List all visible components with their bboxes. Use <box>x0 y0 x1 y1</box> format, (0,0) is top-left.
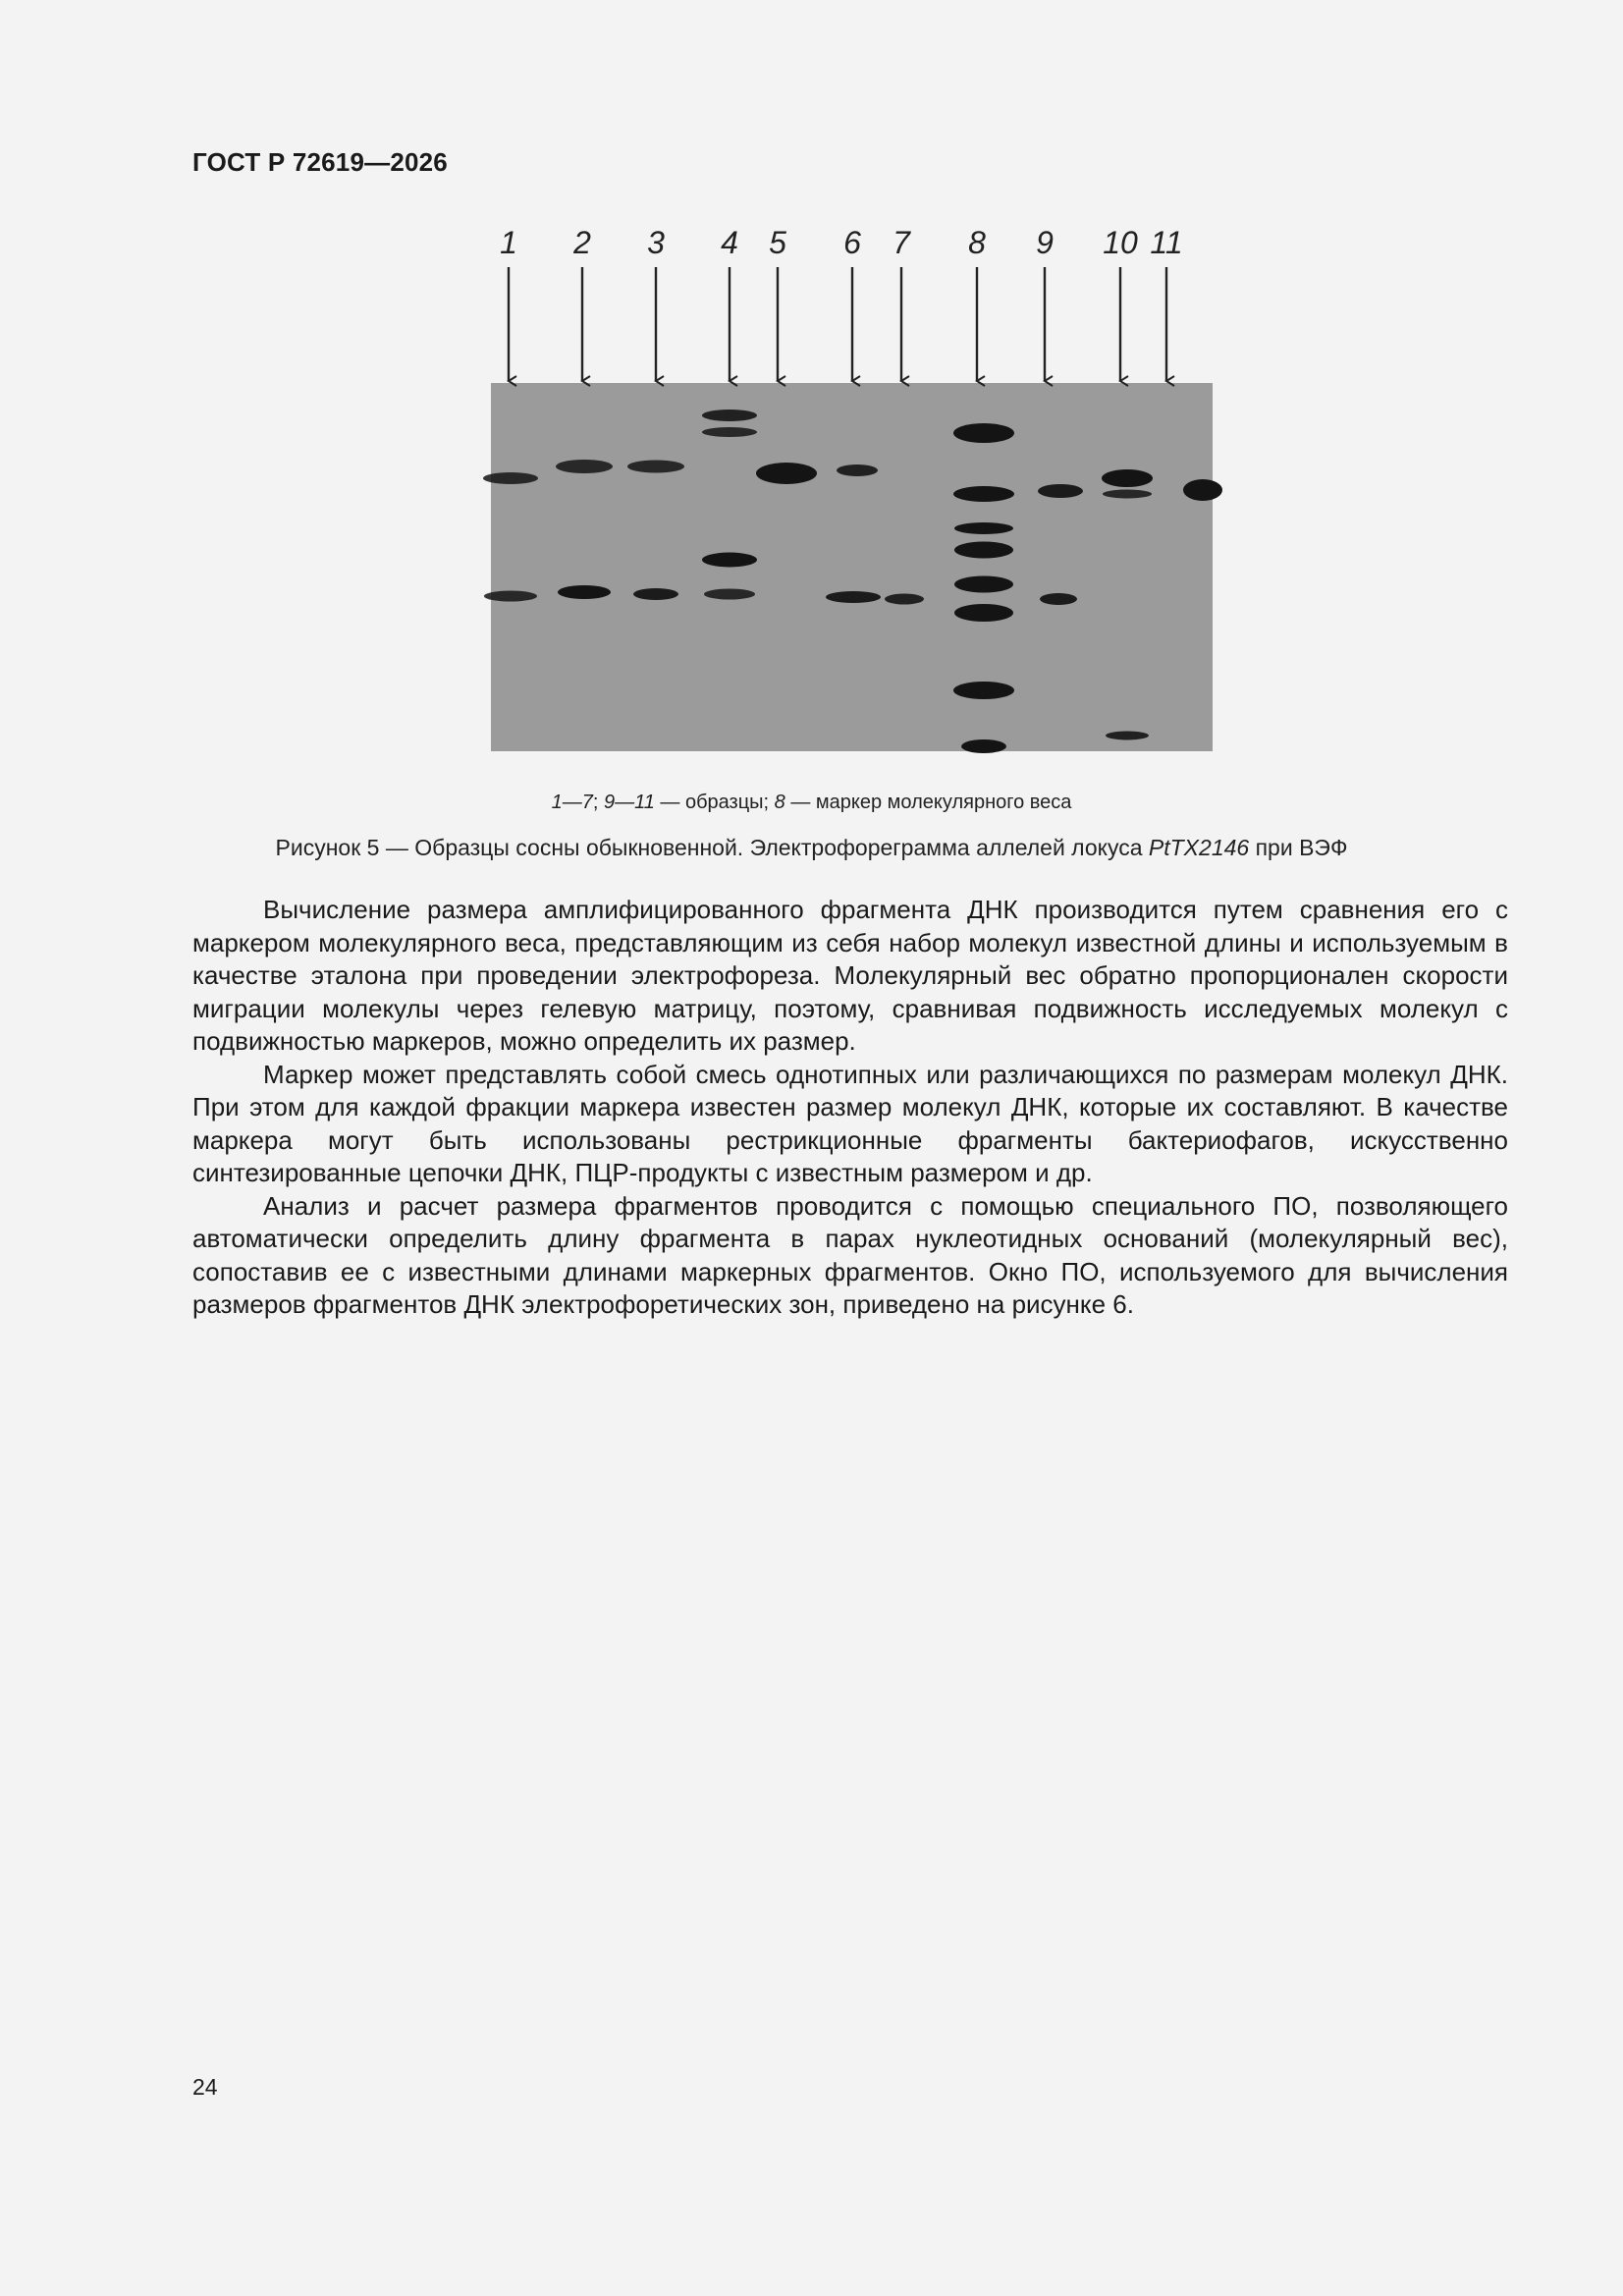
gel-band <box>702 410 757 421</box>
gel-band <box>954 576 1013 593</box>
gel-band <box>704 589 755 600</box>
gel-band <box>1183 479 1222 501</box>
gel-band <box>837 465 878 476</box>
lane-label-8: 8 <box>968 225 986 260</box>
gel-band <box>633 588 678 600</box>
gel-band <box>826 591 881 603</box>
gel-band <box>1103 490 1152 499</box>
document-header: ГОСТ Р 72619—2026 <box>192 147 448 177</box>
paragraph-1: Вычисление размера амплифицированного фрагмента ДНК производится путем сравнения его с маркером молекулярного веса, представляющим из себя набор молекул известной длины и используемым в качестве эталона при проведении электрофореза. Молекулярный вес обратно пропорционален скорости миграции молекулы через гелевую матрицу, поэтому, сравнивая подвижность исследуемых молекул с подвижностью маркеров, можно определить их размер. <box>192 895 1508 1056</box>
gel-band <box>556 460 613 473</box>
caption-prefix: Рисунок 5 — Образцы сосны обыкновенной. Электрофореграмма аллелей локуса <box>275 835 1149 860</box>
lane-label-4: 4 <box>721 225 738 260</box>
legend-marker-text: — маркер молекулярного веса <box>784 792 1072 813</box>
legend-samples-range-a: 1—7 <box>551 792 593 813</box>
gel-band <box>558 585 611 599</box>
paragraph-2: Маркер может представлять собой смесь однотипных или различающихся по размерам молекул ДНК. При этом для каждой фракции маркера известен размер молекул ДНК, которые их составляют. В качестве маркера могут быть использованы рестрикционные фрагменты бактериофагов, искусственно синтезированные цепочки ДНК, ПЦР-продукты с известным размером и др. <box>192 1059 1508 1187</box>
gel-band <box>953 682 1014 699</box>
gel-band <box>953 486 1014 502</box>
gel-band <box>702 427 757 437</box>
lane-label-6: 6 <box>843 225 861 260</box>
gel-band <box>484 591 537 602</box>
gel-band <box>483 472 538 484</box>
lane-label-9: 9 <box>1036 225 1054 260</box>
gel-band <box>1038 484 1083 498</box>
gel-band <box>885 594 924 605</box>
lane-label-10: 10 <box>1103 225 1138 260</box>
lane-labels <box>500 225 1183 260</box>
gel-band <box>1102 469 1153 487</box>
gel-band <box>961 739 1006 753</box>
gel-band <box>954 522 1013 534</box>
gel-band <box>1040 593 1077 605</box>
gel-image <box>481 221 1227 761</box>
gel-band <box>1106 732 1149 740</box>
gel-band <box>756 463 817 484</box>
figure-legend <box>0 792 1623 814</box>
electrophoregram-figure <box>481 221 1227 761</box>
caption-suffix: при ВЭФ <box>1249 835 1348 860</box>
lane-label-1: 1 <box>500 225 517 260</box>
paragraph-3: Анализ и расчет размера фрагментов проводится с помощью специального ПО, позволяющего автоматически определить длину фрагмента в парах нуклеотидных оснований (молекулярный вес), сопоставив ее с известными длинами маркерных фрагментов. Окно ПО, используемого для вычисления размеров фрагментов ДНК электрофоретических зон, приведено на рисунке 6. <box>192 1190 1508 1319</box>
lane-label-3: 3 <box>647 225 665 260</box>
gel-band <box>627 461 684 473</box>
gel-background <box>491 383 1213 751</box>
legend-samples-range-b: 9—11 <box>603 792 655 813</box>
gel-band <box>954 542 1013 559</box>
lane-label-7: 7 <box>893 225 910 260</box>
legend-marker-number: 8 <box>774 792 785 813</box>
lane-label-5: 5 <box>769 225 786 260</box>
legend-separator: ; <box>592 792 604 813</box>
figure-caption <box>0 835 1623 861</box>
gel-band <box>954 604 1013 622</box>
lane-label-2: 2 <box>573 225 591 260</box>
body-text <box>192 894 1508 1322</box>
lane-arrows <box>509 267 1166 381</box>
lane-label-11: 11 <box>1150 225 1183 260</box>
page-number: 24 <box>192 2074 218 2100</box>
legend-samples-text: — образцы; <box>654 792 775 813</box>
caption-locus: PtTX2146 <box>1148 835 1250 860</box>
gel-band <box>702 553 757 568</box>
gel-band <box>953 423 1014 443</box>
